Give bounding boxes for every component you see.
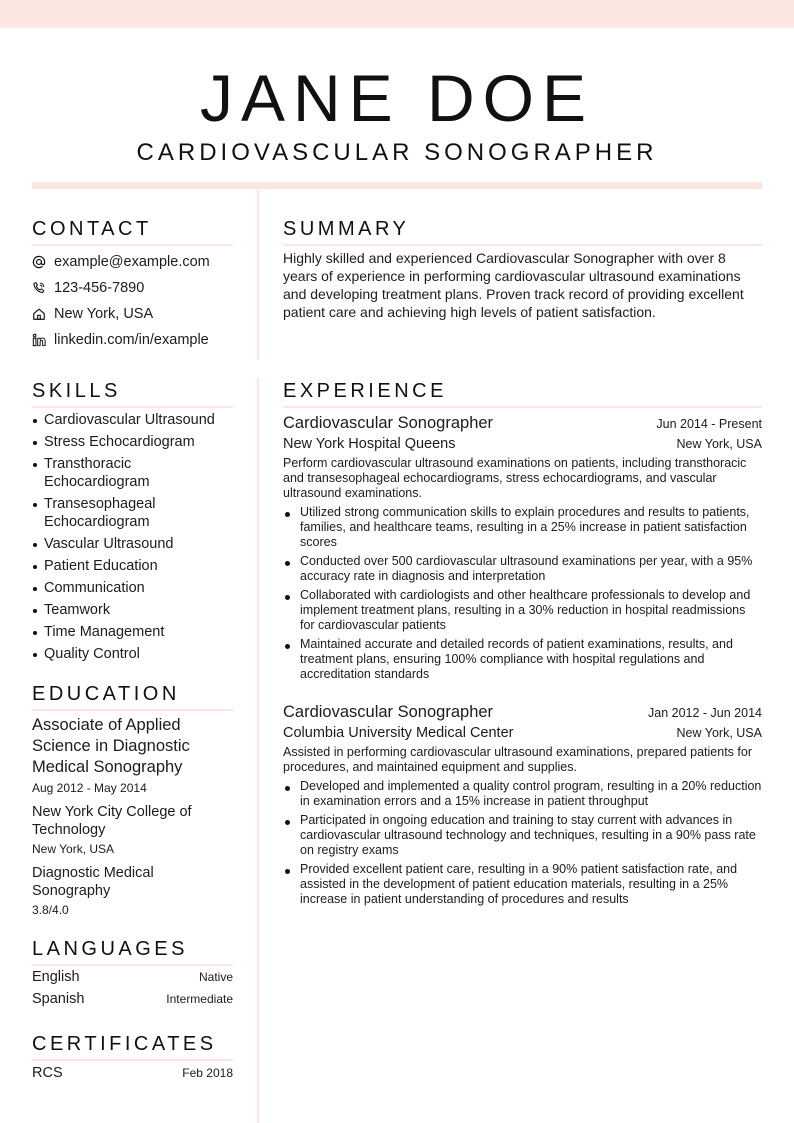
certificate-name: RCS [32,1065,63,1081]
language-level: Native [198,970,233,984]
language-name: Spanish [32,991,85,1007]
linkedin-icon [32,333,46,347]
skill-item: Time Management [32,623,232,641]
languages-heading: LANGUAGES [32,937,233,966]
education-major: Diagnostic Medical Sonography [32,865,154,899]
certificates-list [32,1065,233,1087]
job-description: Assisted in performing cardiovascular ultrasound examinations, prepared patients for procedures, and maintained equipment and supplies. [283,745,752,774]
summary-heading: SUMMARY [283,217,762,246]
job-bullet: Provided excellent patient care, resulting in a 90% patient satisfaction rate, and assisted in the development of patient education materials, resulting in a 25% increase in patient understanding of procedures and results [283,862,762,907]
education-gpa: 3.8/4.0 [32,903,69,917]
skills-heading: SKILLS [32,379,233,408]
skill-item: Communication [32,579,232,597]
contact-heading: CONTACT [32,217,233,246]
column-divider-bottom [257,378,259,1123]
job-dates: Jan 2012 - Jun 2014 [648,706,762,720]
header-divider [32,182,762,189]
skill-item: Patient Education [32,557,232,575]
education-entry [32,715,233,925]
certificate-row [32,1065,233,1087]
education-degree: Associate of Applied Science in Diagnostic Medical Sonography [32,716,190,776]
skill-item: Transthoracic Echocardiogram [32,455,232,491]
skill-item: Cardiovascular Ultrasound [32,411,232,429]
skill-item: Teamwork [32,601,232,619]
education-heading: EDUCATION [32,682,233,711]
job-entry [283,701,762,911]
education-location: New York, USA [32,842,115,856]
job-header [283,412,762,434]
certificate-date: Feb 2018 [182,1066,233,1080]
experience-heading: EXPERIENCE [283,379,762,408]
at-sign-icon [32,255,46,269]
job-bullet: Collaborated with cardiologists and other healthcare professionals to develop and implement treatment plans, resulting in a 30% reduction in hospital readmissions for cardiovascular patients [283,588,762,633]
education-dates: Aug 2012 - May 2014 [32,781,147,795]
certificates-heading: CERTIFICATES [32,1032,233,1061]
contact-linkedin[interactable] [32,327,252,353]
job-bullet: Maintained accurate and detailed records of patient examinations, results, and treatment plans, ensuring 100% compliance with hospital regulations and accreditation standards [283,637,762,682]
languages-list [32,969,233,1013]
skill-item: Stress Echocardiogram [32,433,232,451]
top-accent-bar [0,0,794,28]
job-bullet: Developed and implemented a quality control program, resulting in a 20% reduction in examination errors and a 15% increase in patient throughput [283,779,762,809]
contact-email-text: example@example.com [54,254,210,270]
job-title: Cardiovascular Sonographer [283,414,494,432]
job-bullet: Participated in ongoing education and training to stay current with advances in cardiovascular ultrasound technology and techniques, resulting in a 90% pass rate on registry exams [283,813,762,858]
skills-list [32,411,232,667]
contact-location-text: New York, USA [54,306,154,322]
language-level: Intermediate [166,992,233,1006]
contact-phone[interactable] [32,275,252,301]
job-location: New York, USA [676,726,762,740]
phone-icon [32,281,46,295]
job-title: Cardiovascular Sonographer [283,703,494,721]
candidate-name: JANE DOE [199,61,595,135]
contact-list [32,249,252,353]
language-row [32,969,233,991]
job-subheader [283,723,762,743]
job-subheader [283,434,762,454]
job-company: New York Hospital Queens [283,436,456,452]
contact-email[interactable] [32,249,252,275]
job-location: New York, USA [676,437,762,451]
job-bullets [283,505,762,682]
contact-location [32,301,252,327]
job-bullet: Conducted over 500 cardiovascular ultrasound examinations per year, with a 95% accuracy rate in diagnosis and interpretation [283,554,762,584]
language-row [32,991,233,1013]
summary-text: Highly skilled and experienced Cardiovascular Sonographer with over 8 years of experience in performing cardiovascular ultrasound examinations and developing treatment plans. Proven track record of providing excellent patient care and achieving high levels of patient satisfaction. [283,250,744,320]
job-bullets [283,779,762,907]
skill-item: Vascular Ultrasound [32,535,232,553]
job-bullet: Utilized strong communication skills to explain procedures and results to patients, families, and healthcare teams, resulting in a 25% increase in patient satisfaction scores [283,505,762,550]
job-header [283,701,762,723]
job-company: Columbia University Medical Center [283,725,514,741]
contact-linkedin-text: linkedin.com/in/example [54,332,209,348]
candidate-title: CARDIOVASCULAR SONOGRAPHER [136,139,658,166]
job-description: Perform cardiovascular ultrasound examinations on patients, including transthoracic and transesophageal echocardiograms, stress echocardiograms, and vascular ultrasound examinations. [283,456,747,500]
job-entry [283,412,762,686]
language-name: English [32,969,80,985]
column-divider-top [257,190,259,360]
home-icon [32,307,46,321]
contact-phone-text: 123-456-7890 [54,280,145,296]
skill-item: Quality Control [32,645,232,663]
skill-item: Transesophageal Echocardiogram [32,495,232,531]
job-dates: Jun 2014 - Present [656,417,762,431]
education-school: New York City College of Technology [32,804,192,838]
